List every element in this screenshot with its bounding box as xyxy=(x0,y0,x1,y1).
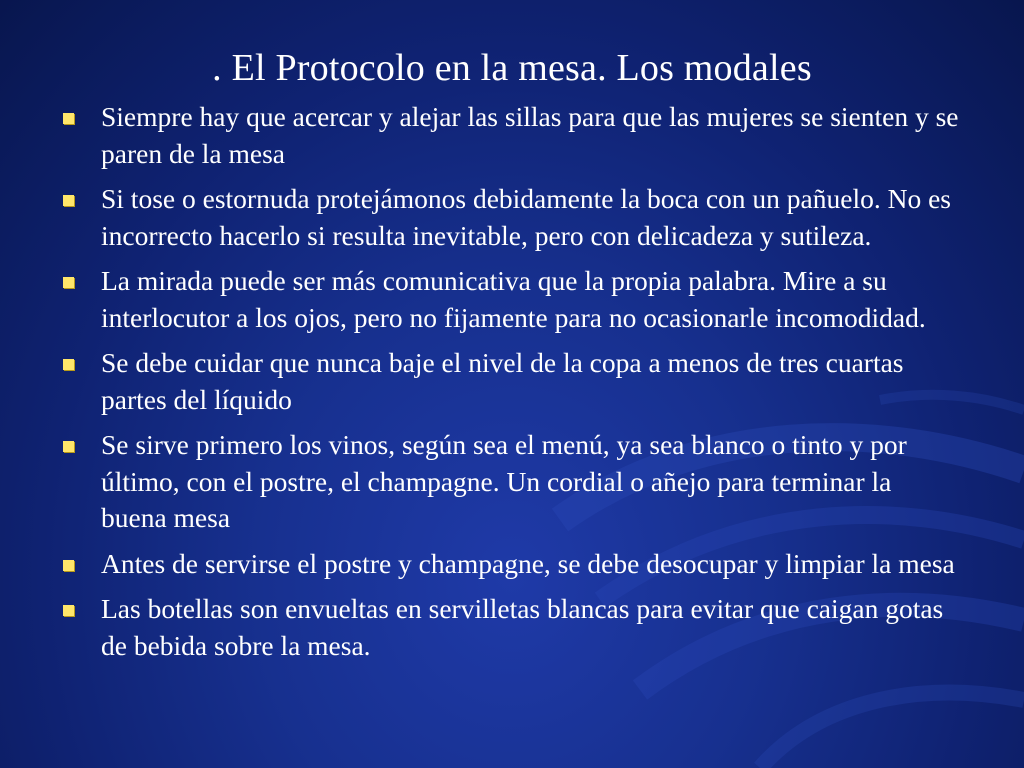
square-bullet-icon xyxy=(63,113,74,124)
bullet-text: Si tose o estornuda protejámonos debidamente la boca con un pañuelo. No es incorrecto hacerlo si resulta inevitable, pero con delicadeza y sutileza. xyxy=(101,183,951,251)
bullet-text: Se sirve primero los vinos, según sea el menú, ya sea blanco o tinto y por último, con el postre, el champagne. Un cordial o añejo para terminar la buena mesa xyxy=(101,429,907,533)
list-item xyxy=(62,263,962,336)
list-item xyxy=(62,591,962,664)
square-bullet-icon xyxy=(63,359,74,370)
bullet-list xyxy=(62,99,962,673)
list-item xyxy=(62,99,962,172)
square-bullet-icon xyxy=(63,195,74,206)
square-bullet-icon xyxy=(63,560,74,571)
bullet-text: Antes de servirse el postre y champagne, se debe desocupar y limpiar la mesa xyxy=(101,547,955,579)
bullet-text: Las botellas son envueltas en servilletas blancas para evitar que caigan gotas de bebida sobre la mesa. xyxy=(101,593,944,661)
list-item xyxy=(62,345,962,418)
list-item xyxy=(62,546,962,583)
square-bullet-icon xyxy=(63,441,74,452)
square-bullet-icon xyxy=(63,277,74,288)
bullet-text: Se debe cuidar que nunca baje el nivel de la copa a menos de tres cuartas partes del líquido xyxy=(101,347,904,415)
list-item xyxy=(62,427,962,537)
bullet-text: Siempre hay que acercar y alejar las sillas para que las mujeres se sienten y se paren de la mesa xyxy=(101,101,959,169)
bullet-text: La mirada puede ser más comunicativa que la propia palabra. Mire a su interlocutor a los ojos, pero no fijamente para no ocasionarle incomodidad. xyxy=(101,265,926,333)
square-bullet-icon xyxy=(63,605,74,616)
list-item xyxy=(62,181,962,254)
slide-title: . El Protocolo en la mesa. Los modales xyxy=(212,47,812,89)
